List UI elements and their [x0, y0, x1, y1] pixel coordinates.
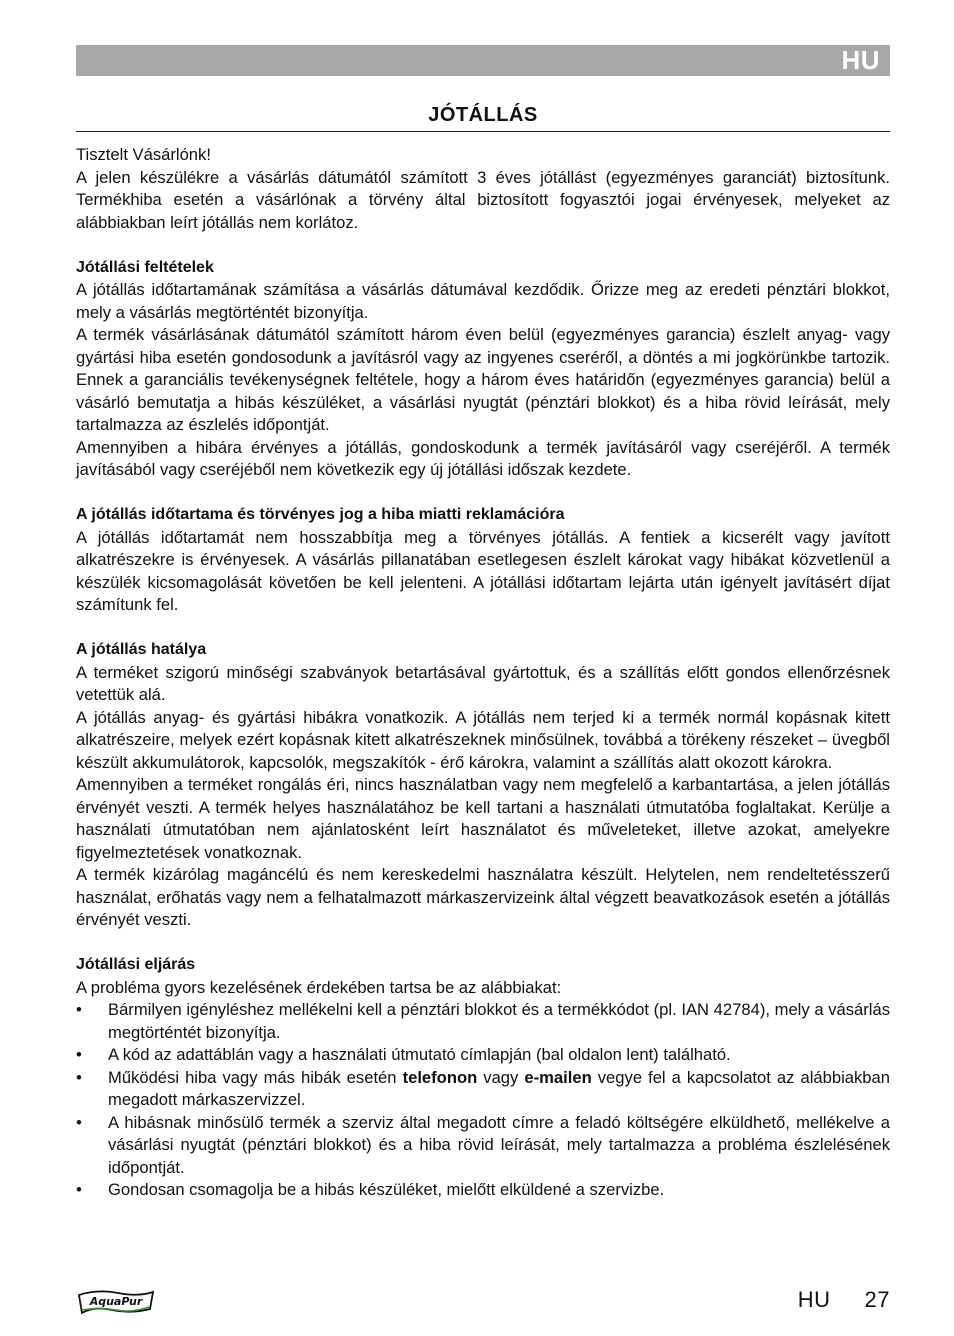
- section-heading-scope: A jótállás hatálya: [76, 641, 207, 658]
- document-body: [76, 144, 890, 1202]
- email-emphasis: e-mailen: [524, 1067, 592, 1087]
- text-run: vegye fel a kapcsolatot az alábbiakban megadott márkaszervizzel.: [108, 1067, 890, 1109]
- paragraph: A jótállás időtartamát nem hosszabbítja meg a törvényes jótállás. A fentiek a kicserélt vagy javított alkatrészekre is érvényesek. A vásárlás pillanatában esetlegesen észlelt károkat vagy hibákat közvetlenül a készülék kicsomagolását követően be kell jelenteni. A jótállási időtartam lejárta után igényelt javításért díjat számítunk fel.: [76, 527, 890, 614]
- page-footer: [798, 1287, 890, 1313]
- paragraph: A probléma gyors kezelésének érdekében tartsa be az alábbiakat:: [76, 977, 562, 997]
- bullet-icon: •: [76, 1112, 82, 1132]
- paragraph: Amennyiben a terméket rongálás éri, nincs használatban vagy nem megfelelő a karbantartása, a jelen jótállás érvényét veszti. A termék helyes használatához be kell tartani a használati útmutatóba foglaltakat. Kerülje a használati útmutatóban nem ajánlatosként leírt használatot és műveleteket, illetve azokat, amelyekre figyelmeztetések vonatkoznak.: [76, 775, 890, 862]
- list-item: [76, 1179, 890, 1202]
- bullet-icon: •: [76, 1067, 82, 1087]
- title-divider: [76, 131, 890, 132]
- section-heading-conditions: Jótállási feltételek: [76, 258, 214, 276]
- section-heading-procedure: Jótállási eljárás: [76, 956, 196, 973]
- list-item-text: A hibásnak minősülő termék a szerviz által megadott címre a feladó költségére elküldhető, mellékelve a vásárlási nyugtát (pénztári blokkot) és a hiba rövid leírását, mely tartalmazza a probléma észlelésének időpontját.: [108, 1112, 890, 1177]
- paragraph: A terméket szigorú minőségi szabványok betartásával gyártottuk, és a szállítás előtt gondos ellenőrzésnek vetettük alá.: [76, 662, 890, 704]
- page-title: JÓTÁLLÁS: [428, 104, 538, 126]
- intro-paragraph: A jelen készülékre a vásárlás dátumától számított 3 éves jótállást (egyezményes garanciát) biztosítunk. Termékhiba esetén a vásárlónak a törvény által biztosított fogyasztói jogai érvényesek, melyeket az alábbiakban leírt jótállás nem korlátoz.: [76, 167, 890, 232]
- paragraph: A termék vásárlásának dátumától számított három éven belül (egyezményes garancia) észlelt anyag- vagy gyártási hiba esetén gondosodunk a javításról vagy az ingyenes cseréről, a döntés a mi jogkörünkbe tartozik. Ennek a garanciális tevékenységnek feltétele, hogy a három éves határidőn (egyezményes garancia) belül a vásárló bemutatja a hibás készüléket, a vásárlási nyugtát (pénztári blokkot) és a hiba rövid leírását, mely tartalmazza az észlelés időpontját.: [76, 325, 890, 434]
- section-heading-duration: A jótállás időtartama és törvényes jog a hiba miatti reklamációra: [76, 506, 565, 523]
- list-item-text: Gondosan csomagolja be a hibás készüléket, mielőtt elküldené a szervizbe.: [108, 1180, 665, 1199]
- paragraph: A termék kizárólag magáncélú és nem kereskedelmi használatra készült. Helytelen, nem rendeltetésszerű használat, erőhatás vagy nem a felhatalmazott márkaszervizeink által végzett beavatkozások esetén a jótállás érvényét veszti.: [76, 865, 890, 929]
- paragraph: A jótállás anyag- és gyártási hibákra vonatkozik. A jótállás nem terjed ki a termék normál kopásnak kitett alkatrészeire, melyek ezért kopásnak kitett alkatrészeknek minősülnek, továbbá a törékeny részeket – üvegből készült akkumulátorok, kapcsolók, megszakítók - érő károkra, valamint a szállítás alatt okozott károkra.: [76, 707, 890, 772]
- text-run: vagy: [477, 1067, 525, 1087]
- paragraph: Amennyiben a hibára érvényes a jótállás, gondoskodunk a termék javításáról vagy cseréjéről. A termék javításából vagy cseréjéből nem következik egy új jótállási időszak kezdete.: [76, 437, 890, 479]
- aquapur-logo: [76, 1286, 156, 1318]
- list-item: [76, 999, 890, 1044]
- list-item: [76, 1044, 890, 1067]
- salutation: Tisztelt Vásárlónk!: [76, 145, 211, 164]
- list-item-text: [108, 1068, 890, 1110]
- text-run: Működési hiba vagy más hibák esetén: [108, 1067, 403, 1087]
- list-item: [76, 1067, 890, 1112]
- list-item: [76, 1112, 890, 1180]
- bullet-icon: •: [76, 1045, 82, 1064]
- phone-emphasis: telefonon: [402, 1067, 478, 1087]
- bullet-icon: •: [76, 1000, 82, 1019]
- bullet-icon: •: [76, 1180, 82, 1199]
- logo-text: AquaPur: [89, 1295, 143, 1308]
- paragraph: A jótállás időtartamának számítása a vásárlás dátumával kezdődik. Őrizze meg az eredeti pénztári blokkot, mely a vásárlás megtörténtét bizonyítja.: [76, 280, 890, 322]
- procedure-list: [76, 999, 890, 1202]
- page-number: 27: [864, 1287, 890, 1312]
- header-bar: [76, 45, 890, 76]
- list-item-text: A kód az adattáblán vagy a használati útmutató címlapján (bal oldalon lent) található.: [108, 1045, 731, 1064]
- footer-language: HU: [797, 1287, 831, 1312]
- language-badge: HU: [841, 45, 880, 75]
- list-item-text: Bármilyen igényléshez mellékelni kell a pénztári blokkot és a termékkódot (pl. IAN 42784), mely a vásárlás megtörténtét bizonyítja.: [108, 1000, 890, 1042]
